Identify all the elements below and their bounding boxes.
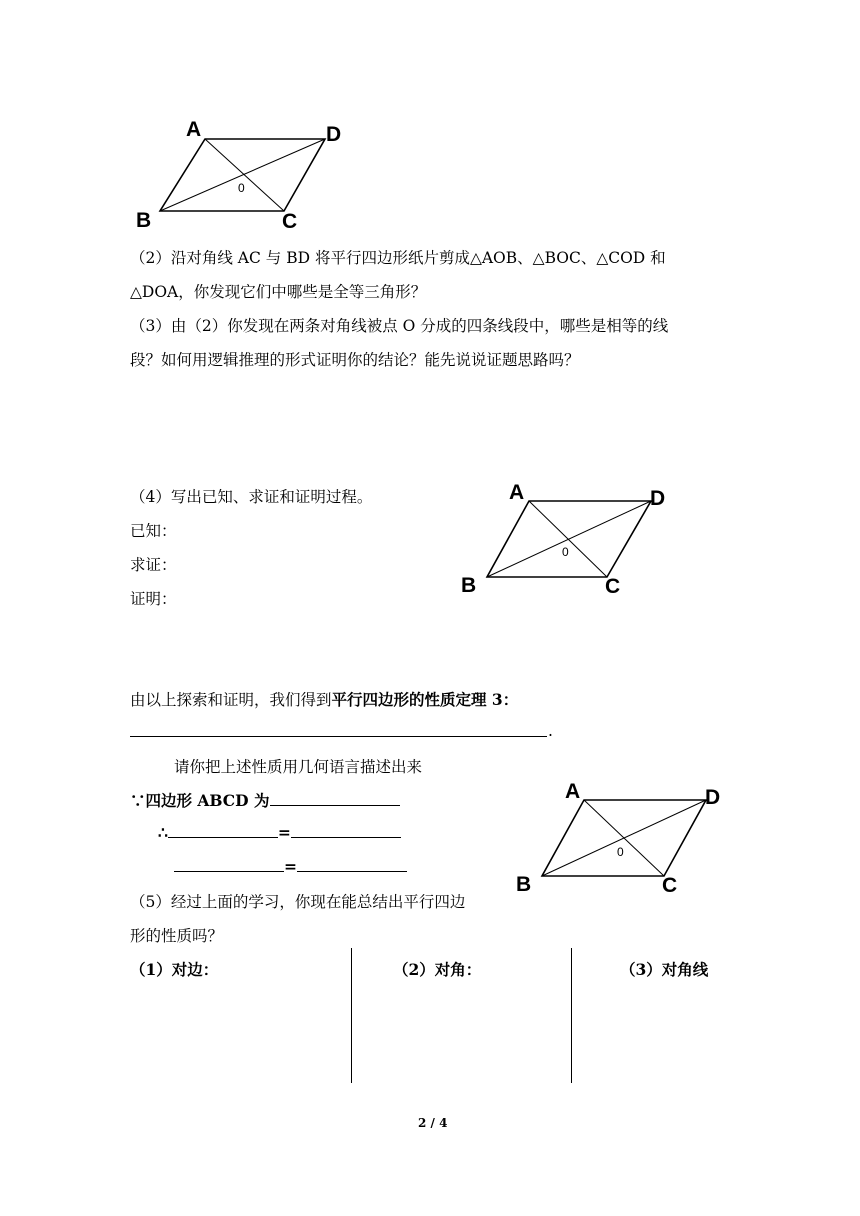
- therefore-blank-1b: [291, 822, 401, 838]
- q4-prove-label: 求证：: [130, 556, 177, 574]
- equals-sign: =: [284, 857, 297, 876]
- table-col-2-header: （2）对角：: [393, 960, 482, 979]
- therefore-symbol: ∴: [158, 823, 168, 842]
- because-blank: [270, 790, 400, 806]
- vertex-label-d: D: [326, 123, 342, 146]
- q4-proof-label: 证明：: [130, 590, 177, 608]
- theorem-line: [130, 688, 518, 710]
- vertex-label-c: C: [605, 575, 621, 598]
- theorem-answer-line: [130, 736, 547, 737]
- vertex-label-a: A: [565, 780, 581, 803]
- q5-line-1: （5）经过上面的学习，你现在能总结出平行四边: [130, 893, 466, 911]
- vertex-label-b: B: [136, 209, 152, 232]
- table-divider-1: [351, 948, 352, 1083]
- because-text: ∵四边形 ABCD 为: [130, 791, 270, 810]
- vertex-label-c: C: [662, 874, 678, 897]
- q5-line-2: 形的性质吗？: [130, 927, 224, 945]
- center-label-o: 0: [238, 181, 245, 195]
- geometry-prompt: 请你把上述性质用几何语言描述出来: [174, 758, 423, 776]
- parallelogram-figure-2: [458, 480, 688, 610]
- q2-line-1: （2）沿对角线 AC 与 BD 将平行四边形纸片剪成△AOB、△BOC、△COD 和: [130, 249, 666, 267]
- vertex-label-a: A: [186, 118, 202, 141]
- q4-title: （4）写出已知、求证和证明过程。: [130, 488, 373, 506]
- page-number: 2 / 4: [418, 1116, 448, 1130]
- therefore-line-2: [174, 856, 407, 876]
- therefore-line-1: [158, 822, 401, 842]
- vertex-label-a: A: [509, 481, 525, 504]
- vertex-label-b: B: [461, 574, 477, 597]
- equals-sign: =: [277, 823, 291, 842]
- vertex-label-c: C: [282, 210, 298, 233]
- table-col-3-header: （3）对角线: [620, 960, 709, 979]
- because-line: [130, 789, 400, 811]
- therefore-blank-2b: [297, 856, 407, 872]
- therefore-blank-1a: [168, 822, 278, 838]
- q3-line-2: 段？如何用逻辑推理的形式证明你的结论？能先说说证题思路吗？: [130, 351, 580, 369]
- table-divider-2: [571, 948, 572, 1083]
- q2-line-2: △DOA，你发现它们中哪些是全等三角形？: [130, 283, 427, 301]
- vertex-label-b: B: [516, 873, 532, 896]
- center-label-o: 0: [562, 545, 569, 559]
- parallelogram-figure-3: [514, 778, 744, 908]
- parallelogram-diagram: [514, 778, 744, 908]
- q4-given-label: 已知：: [130, 522, 177, 540]
- q3-line-1: （3）由（2）你发现在两条对角线被点 O 分成的四条线段中，哪些是相等的线: [130, 317, 669, 335]
- theorem-name: 平行四边形的性质定理 3：: [331, 690, 519, 709]
- table-col-1-header: （1）对边：: [130, 960, 219, 979]
- vertex-label-d: D: [650, 487, 666, 510]
- theorem-intro: 由以上探索和证明，我们得到: [130, 691, 332, 709]
- theorem-end-period: .: [548, 722, 553, 740]
- therefore-blank-2a: [174, 856, 284, 872]
- parallelogram-diagram: [130, 110, 350, 240]
- vertex-label-d: D: [705, 786, 721, 809]
- parallelogram-diagram: [458, 480, 688, 610]
- center-label-o: 0: [617, 845, 624, 859]
- parallelogram-figure-1: [130, 110, 350, 240]
